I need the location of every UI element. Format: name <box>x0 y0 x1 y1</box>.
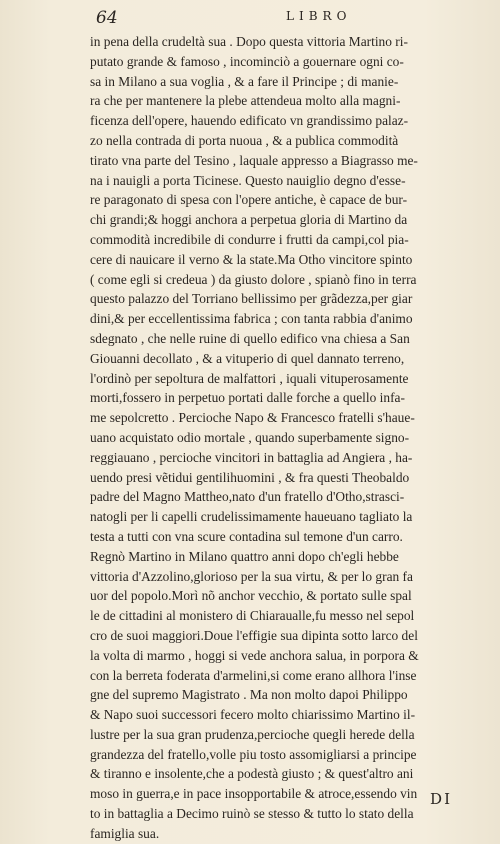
text-line: sdegnato , che nelle ruine di quello edifico vna chiesa a San <box>90 330 410 346</box>
text-line: moso in guerra,e in pace insopportabile & atroce,essendo vin <box>90 786 418 802</box>
page-number: 64 <box>96 8 118 28</box>
text-line: ficenza dell'opere, hauendo edificato vn grandissimo palaz- <box>90 113 409 129</box>
text-line: in pena della crudeltà sua . Dopo questa vittoria Martino ri- <box>90 34 408 49</box>
text-line: famiglia sua. <box>90 825 160 841</box>
text-line: morti,fossero in perpetuo portati dalle forche a quello infa- <box>90 390 405 406</box>
text-line: ( come egli si credeua ) da giusto dolore , spianò fino in terra <box>90 271 417 287</box>
text-line: lustre per la sua gran prudenza,percioche quegli herede della <box>90 726 415 742</box>
text-line: uor del popolo.Morì nõ anchor vecchio, & portato sulle spal <box>90 588 412 604</box>
text-line: grandezza del fratello,volle piu tosto assomigliarsi a principe <box>90 746 417 762</box>
text-line: zo nella contrada di porta nuoua , & a publica commodità <box>90 132 399 148</box>
text-line: chi grandi;& hoggi anchora a perpetua gloria di Martino da <box>90 212 408 228</box>
text-line: gne del supremo Magistrato . Ma non molto dapoi Philippo <box>90 687 408 703</box>
text-line: uano acquistato odio mortale , quando superbamente signo- <box>90 429 410 445</box>
text-line: me sepolcretto . Percioche Napo & Francesco fratelli s'haue- <box>90 410 415 426</box>
text-line: putato grande & famoso , incominciò a gouernare ogni co- <box>90 53 404 69</box>
text-line: natogli per li capelli crudelissimamente haueuano tagliato la <box>90 509 413 525</box>
text-line: commodità incredibile di condurre i frutti da campi,col pia- <box>90 231 409 247</box>
text-line: vittoria d'Azzolino,glorioso per la sua virtu, & per lo gran fa <box>90 568 413 584</box>
running-title: LIBRO <box>286 9 352 23</box>
text-line: tirato vna parte del Tesino , laquale appresso a Biagrasso me- <box>90 152 418 168</box>
text-line: cro de suoi maggiori.Doue l'effigie sua dipinta sotto larco del <box>90 627 418 643</box>
text-line: le de cittadini al monistero di Chiarauallе,fu messo nel sepol <box>90 608 415 624</box>
text-line: Giouanni decollato , & a vituperio di quel dannato terreno, <box>90 350 405 366</box>
text-line: cere di nauicare il verno & la state.Ma Otho vincitore spinto <box>90 251 413 267</box>
text-line: reggiauano , percioche vincitori in battaglia ad Angiera , ha- <box>90 449 413 465</box>
text-line: questo palazzo del Torriano bellissimo per grãdezza,per giar <box>90 291 413 307</box>
text-line: l'ordinò per sepoltura de malfattori , iquali vituperosamente <box>90 370 409 386</box>
text-line: dini,& per eccellentissima fabrica ; con tanta rabbia d'animo <box>90 311 413 327</box>
text-line: & tiranno e insolente,che a podestà giusto ; & quest'altro ani <box>90 766 414 782</box>
body-text <box>90 32 490 844</box>
catchword: DI <box>430 790 452 808</box>
text-line: na i nauigli a porta Ticinese. Questo nauiglio degno d'esse- <box>90 172 406 188</box>
text-line: la volta di marmo , hoggi si vede anchora salua, in porpora & <box>90 647 419 663</box>
text-line: padre del Magno Mattheo,nato d'un fratello d'Otho,strasci- <box>90 489 405 505</box>
text-line: sa in Milano a sua voglia , & a fare il Principe ; di manie- <box>90 73 399 89</box>
text-line: to in battaglia a Decimo ruinò se stesso & tutto lo stato della <box>90 806 414 822</box>
text-line: & Napo suoi successori fecero molto chiarissimo Martino il- <box>90 707 416 723</box>
page-header <box>96 8 412 30</box>
text-line: testa a tutti con vna scure contadina sul temone d'un carro. <box>90 528 403 544</box>
text-line: ra che per mantenere la plebe attendeua molto alla magni- <box>90 93 401 109</box>
text-line: re paragonato di spesa con l'opere antiche, è capace de bur- <box>90 192 408 208</box>
text-line: Regnò Martino in Milano quattro anni dopo ch'egli hebbe <box>90 548 399 564</box>
text-line: uendo presi vẽtidui gentilihuomini , & fra questi Theobaldo <box>90 469 410 485</box>
text-line: con la berreta foderata d'armelini,si come erano allhora l'inse <box>90 667 417 683</box>
